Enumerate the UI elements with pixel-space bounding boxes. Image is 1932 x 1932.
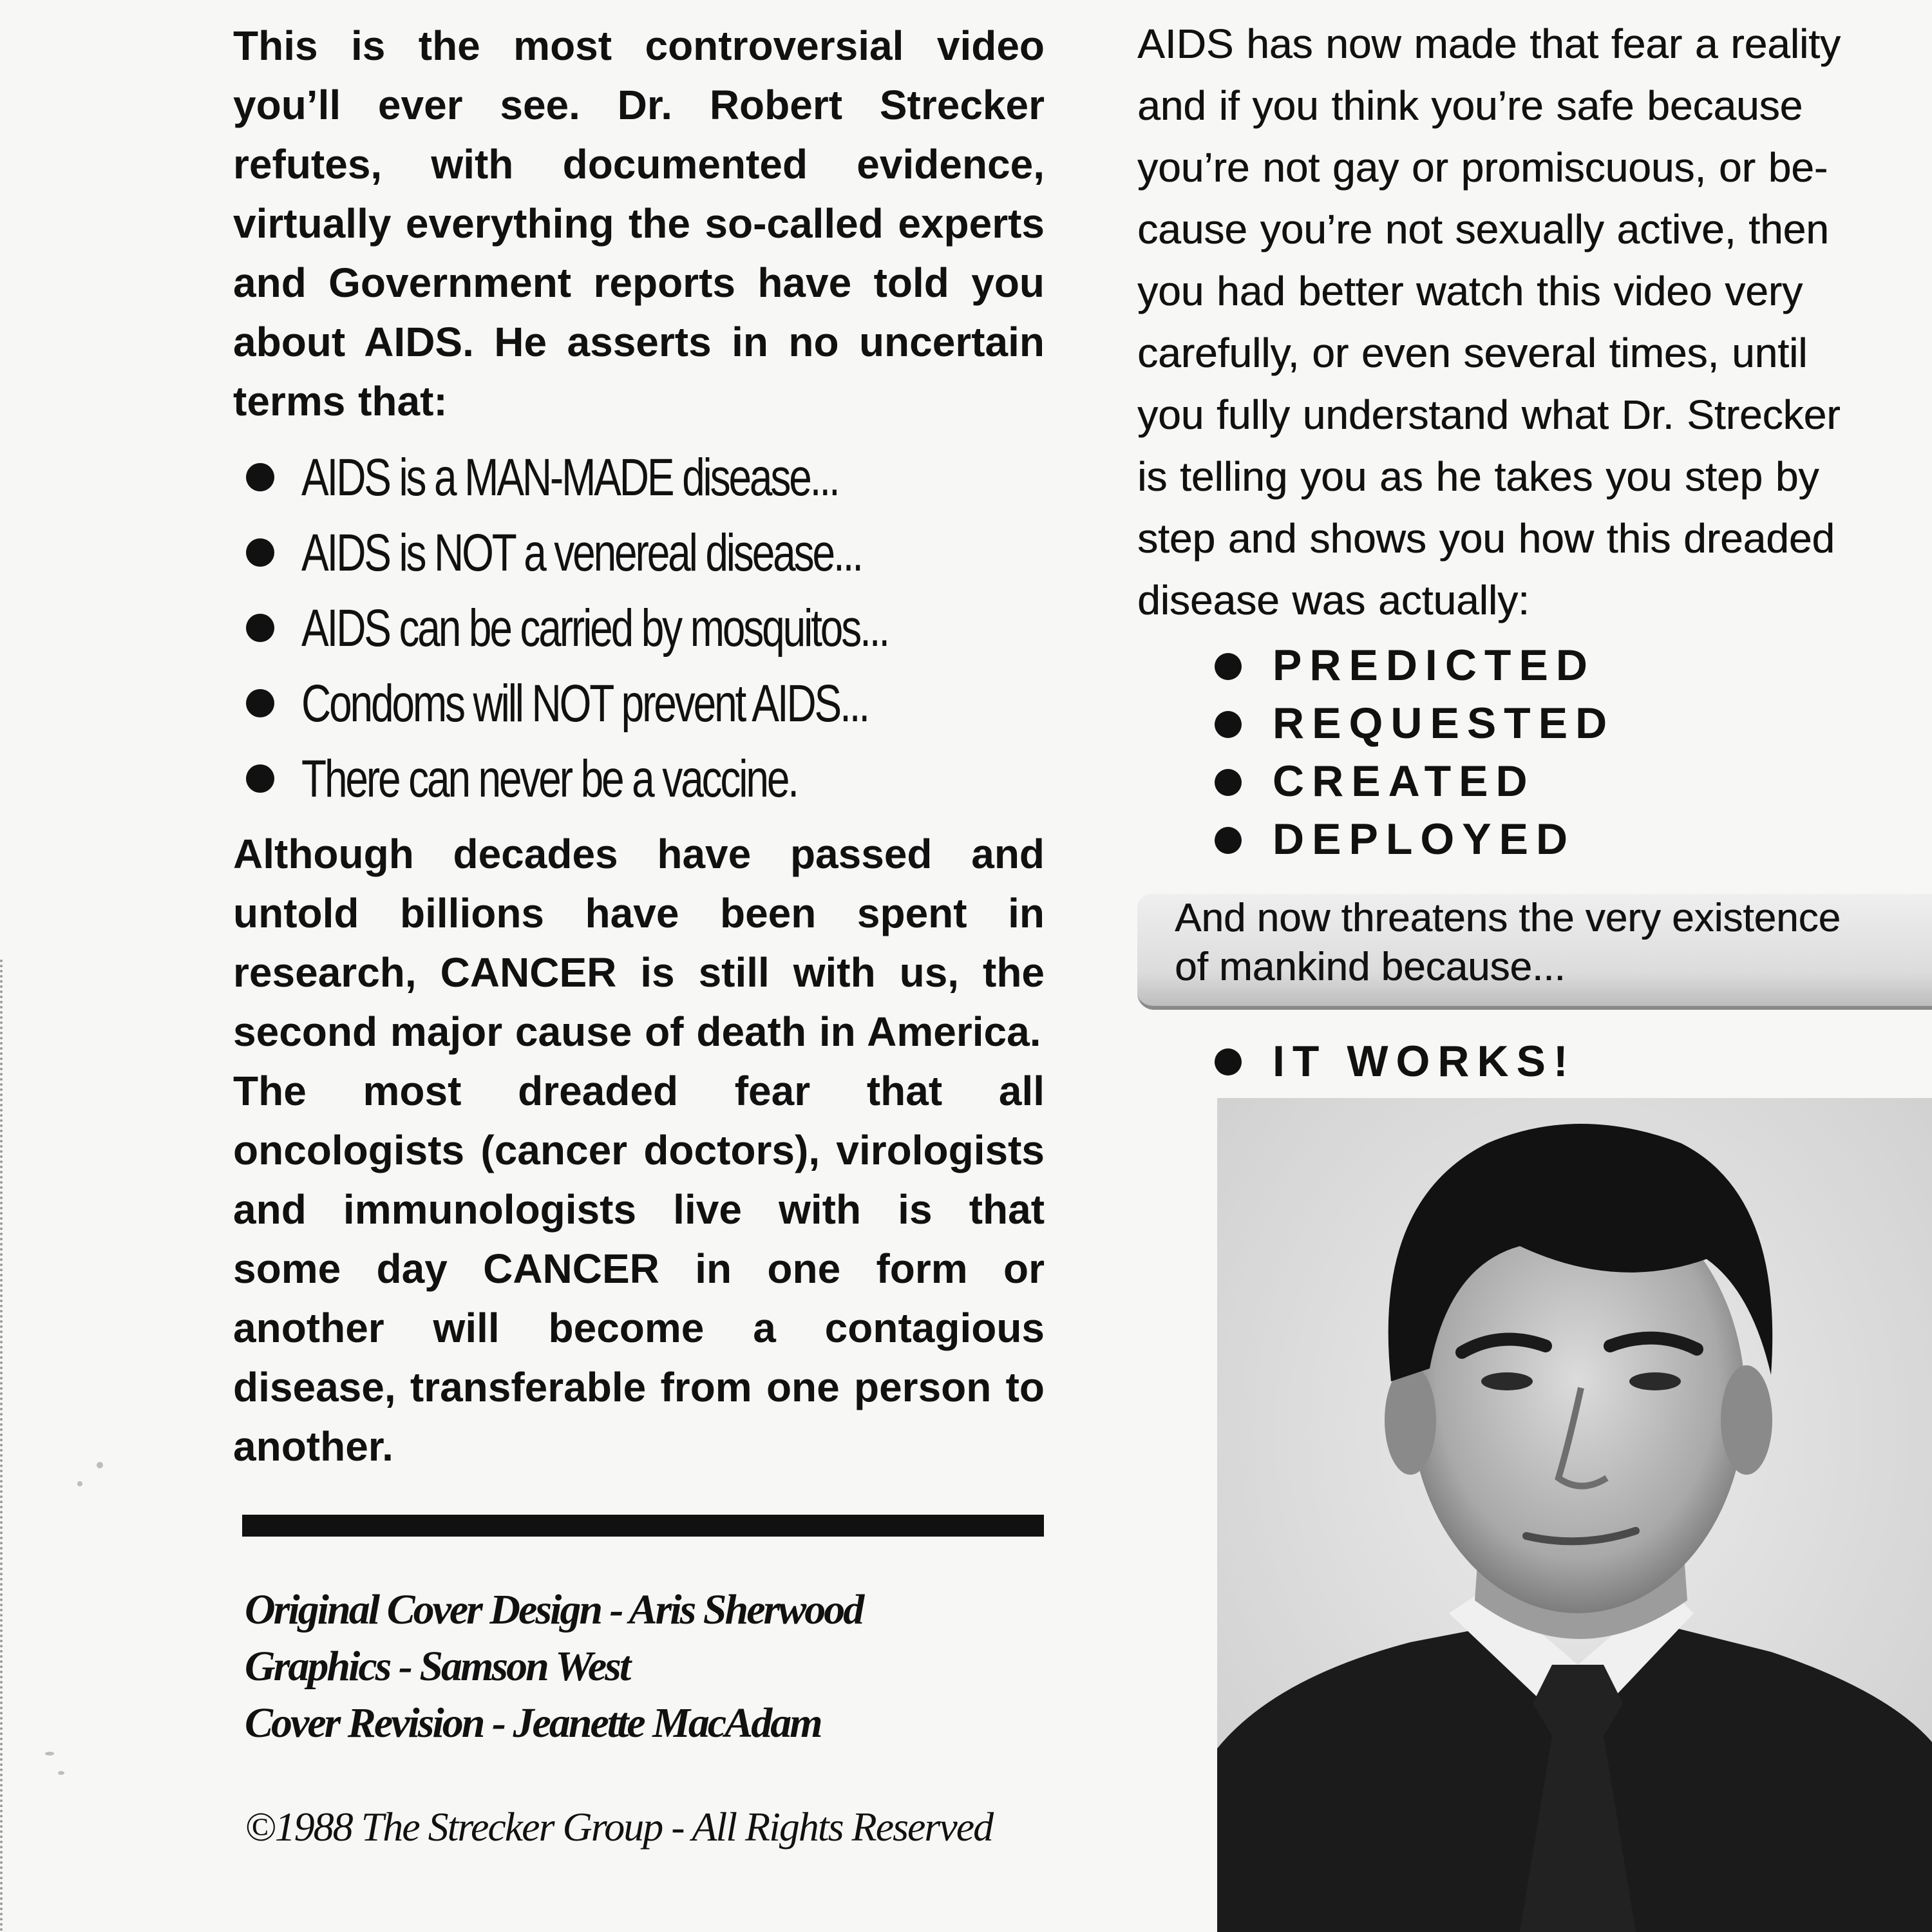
claims-list: [233, 440, 1045, 817]
intro-paragraph: This is the most controversial video you’ll ever see. Dr. Robert Strecker refutes, with documented evidence, virtually everything the so-called experts and Government reports have told you about AIDS. He asserts in no uncertain terms that:: [233, 23, 1045, 424]
scan-speck: [45, 1752, 54, 1756]
banner-line: And now threatens the very existence: [1175, 896, 1841, 940]
claim-item: There can never be a vaccine.: [233, 741, 1045, 817]
credit-line: Original Cover Design - Aris Sherwood: [245, 1586, 863, 1633]
right-column: [1137, 13, 1932, 1087]
step-item: PREDICTED: [1137, 636, 1932, 694]
step-item: DEPLOYED: [1137, 810, 1932, 868]
text-line: you had better watch this video very: [1137, 268, 1803, 314]
left-column: [233, 16, 1045, 1851]
step-item: REQUESTED: [1137, 694, 1932, 752]
text-line: disease was actually:: [1137, 577, 1530, 623]
bullet-icon: [1215, 653, 1242, 680]
divider-rule: [242, 1515, 1044, 1537]
cancer-paragraph: Although decades have passed and untold billions have been spent in research, CANCER is still with us, the second major cause of death in America.: [233, 831, 1045, 1055]
copyright-notice: ©1988 The Strecker Group - All Rights Reserved: [245, 1804, 993, 1850]
page-edge-perforation: [0, 960, 6, 1932]
claim-item: AIDS is a MAN-MADE disease...: [233, 440, 1045, 515]
text-line: carefully, or even several times, until: [1137, 330, 1808, 376]
text-line: and if you think you’re safe because: [1137, 82, 1803, 129]
scan-speck: [97, 1462, 103, 1468]
scan-speck: [77, 1481, 82, 1486]
claim-item: AIDS is NOT a venereal disease...: [233, 515, 1045, 591]
credit-line: Cover Revision - Jeanette MacAdam: [245, 1700, 821, 1747]
claim-item: Condoms will NOT prevent AIDS...: [233, 666, 1045, 741]
portrait-photo: [1217, 1098, 1932, 1932]
scan-speck: [58, 1771, 64, 1775]
text-line: you’re not gay or promiscuous, or be-: [1137, 144, 1828, 191]
text-line: AIDS has now made that fear a reality: [1137, 21, 1841, 67]
bullet-icon: [246, 764, 274, 793]
threat-banner: [1137, 894, 1932, 1010]
bullet-icon: [1215, 1048, 1242, 1075]
fear-paragraph: [1137, 13, 1932, 631]
contagion-paragraph: The most dreaded fear that all oncologists (cancer doctors), virologists and immunologists live with is that some day CANCER in one form or another will become a contagious disease, transferable from one person to another.: [233, 1068, 1045, 1470]
steps-list: [1137, 636, 1932, 868]
text-line: step and shows you how this dreaded: [1137, 515, 1835, 562]
bullet-icon: [1215, 827, 1242, 854]
bullet-icon: [1215, 711, 1242, 738]
portrait-illustration: [1217, 1098, 1932, 1932]
text-line: cause you’re not sexually active, then: [1137, 206, 1829, 252]
text-line: is telling you as he takes you step by: [1137, 453, 1819, 500]
bullet-icon: [1215, 769, 1242, 796]
bullet-icon: [246, 614, 274, 642]
bullet-icon: [246, 538, 274, 567]
bullet-icon: [246, 463, 274, 491]
credit-line: Graphics - Samson West: [245, 1643, 630, 1690]
final-point: IT WORKS!: [1137, 1036, 1932, 1087]
claim-item: AIDS can be carried by mosquitos...: [233, 591, 1045, 666]
text-line: you fully understand what Dr. Strecker: [1137, 392, 1841, 438]
banner-line: of mankind because...: [1175, 945, 1566, 989]
credits-block: [245, 1582, 1045, 1752]
step-item: CREATED: [1137, 752, 1932, 810]
bullet-icon: [246, 689, 274, 717]
